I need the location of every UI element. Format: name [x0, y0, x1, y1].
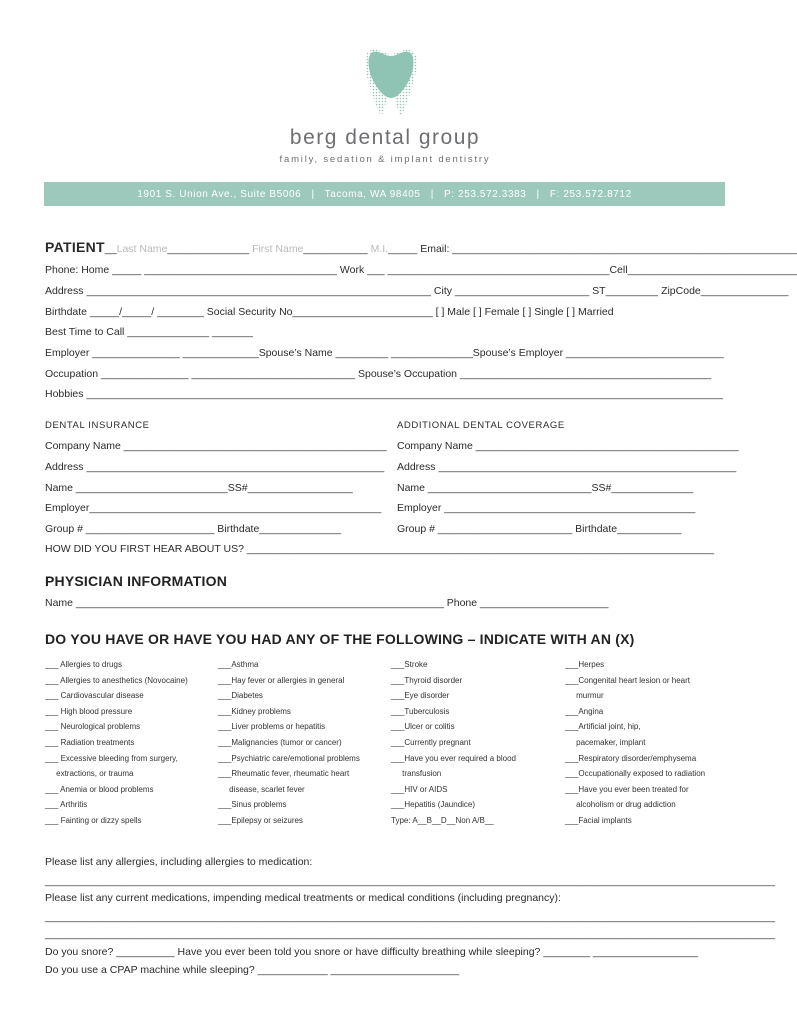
- work-field[interactable]: ___ ______________________________________: [364, 264, 610, 276]
- condition-item[interactable]: ___Have you ever been treated for: [565, 784, 689, 794]
- tooth-logo-icon: [363, 46, 419, 118]
- ins-birthdate-field[interactable]: ______________: [259, 523, 342, 535]
- add-name-label: Name: [397, 482, 426, 494]
- ins-company-label: Company Name: [45, 440, 121, 452]
- add-ss-field[interactable]: ______________: [611, 482, 694, 494]
- spouse-occupation-field[interactable]: ___________________________________________: [457, 368, 712, 380]
- condition-item[interactable]: ___HIV or AIDS: [391, 784, 448, 794]
- ins-group-row: [45, 522, 390, 536]
- city-field[interactable]: _______________________: [452, 285, 593, 297]
- phone-home-label: Phone: Home: [45, 264, 110, 276]
- condition-item[interactable]: ___Congenital heart lesion or heart: [565, 675, 690, 685]
- gender-marital-checkboxes[interactable]: [ ] Male [ ] Female [ ] Single [ ] Married: [435, 306, 614, 318]
- condition-item[interactable]: ___ Fainting or dizzy spells: [45, 815, 142, 825]
- email-label: Email:: [420, 243, 450, 255]
- conditions-column-4: [565, 657, 725, 829]
- condition-item: disease, scarlet fever: [218, 784, 305, 794]
- first-name-placeholder[interactable]: First Name: [252, 243, 304, 255]
- condition-item[interactable]: ___Herpes: [565, 660, 605, 669]
- how-heard-row: [45, 542, 725, 556]
- add-birthdate-field[interactable]: ___________: [617, 523, 682, 535]
- condition-item[interactable]: ___Occupationally exposed to radiation: [565, 769, 706, 779]
- st-label: ST: [592, 285, 606, 297]
- ins-ss-field[interactable]: __________________: [247, 482, 353, 494]
- cell-field[interactable]: _____________________________: [627, 264, 797, 276]
- ins-employer-row: [45, 501, 390, 515]
- medications-answer-line-1[interactable]: _____________________________________________________________________________________________________________________________: [45, 911, 775, 923]
- conditions-column-3: [391, 657, 561, 829]
- address-row: [45, 284, 789, 298]
- medications-answer-line-2[interactable]: _____________________________________________________________________________________________________________________________: [45, 928, 775, 940]
- physician-phone-field[interactable]: ______________________: [477, 597, 609, 609]
- conditions-column-2: [218, 657, 388, 829]
- condition-item[interactable]: ___ Anemia or blood problems: [45, 784, 154, 794]
- add-address-field[interactable]: ___________________________________________________: [435, 461, 737, 473]
- spouse-employer-field[interactable]: ___________________________: [563, 347, 724, 359]
- condition-item[interactable]: ___Have you ever required a blood: [391, 753, 516, 763]
- add-address-row: [397, 460, 737, 474]
- add-group-row: [397, 522, 725, 536]
- birthdate-field[interactable]: _____/_____/ ________: [87, 306, 207, 318]
- condition-item[interactable]: ___ High blood pressure: [45, 706, 133, 716]
- occupation-field[interactable]: _______________ ____________________________: [98, 368, 358, 380]
- work-label: Work: [339, 264, 365, 276]
- add-employer-row: [397, 501, 725, 515]
- add-employer-label: Employer: [397, 502, 442, 514]
- condition-item[interactable]: ___ Allergies to anesthetics (Novocaine): [45, 675, 188, 685]
- condition-item[interactable]: ___Kidney problems: [218, 706, 291, 716]
- add-name-field[interactable]: ____________________________: [425, 482, 592, 494]
- add-name-row: [397, 481, 725, 495]
- condition-item: murmur: [565, 691, 604, 701]
- physician-name-label: Name: [45, 597, 74, 609]
- condition-item[interactable]: ___Malignancies (tumor or cancer): [218, 737, 342, 747]
- zip-label: ZipCode: [661, 285, 701, 297]
- condition-item[interactable]: ___Sinus problems: [218, 800, 287, 810]
- add-company-label: Company Name: [397, 440, 473, 452]
- best-time-label: Best Time to Call: [45, 326, 125, 338]
- hobbies-label: Hobbies: [45, 388, 84, 400]
- condition-item[interactable]: ___Psychiatric care/emotional problems: [218, 753, 360, 763]
- condition-item[interactable]: ___Asthma: [218, 660, 259, 669]
- cpap-row: [45, 963, 725, 977]
- add-group-label: Group #: [397, 523, 435, 535]
- conditions-column-1: [45, 657, 215, 829]
- ins-birthdate-label: Birthdate: [217, 523, 260, 535]
- phone-row: [45, 263, 797, 277]
- snore-breathing-label: Have you ever been told you snore or have difficulty breathing while sleeping?: [177, 946, 541, 958]
- ins-name-field[interactable]: __________________________: [73, 482, 228, 494]
- condition-item[interactable]: ___Hepatitis (Jaundice): [391, 800, 476, 810]
- condition-item[interactable]: ___Liver problems or hepatitis: [218, 722, 326, 732]
- ins-employer-field[interactable]: __________________________________________________: [89, 502, 382, 514]
- occupation-label: Occupation: [45, 368, 99, 380]
- patient-name-row: PATIENT__Last Name______________ First Name___________ M.I._____ Email: ___________________________________________________________: [45, 239, 797, 255]
- condition-item[interactable]: ___ Arthritis: [45, 800, 88, 810]
- spouse-name-field[interactable]: _________ ______________: [332, 347, 473, 359]
- condition-item[interactable]: ___Rheumatic fever, rheumatic heart: [218, 769, 350, 779]
- ins-address-row: [45, 460, 390, 474]
- hobbies-field[interactable]: _____________________________________________________________________________________________________________: [83, 388, 723, 400]
- best-time-field[interactable]: ______________ _______: [124, 326, 253, 338]
- additional-coverage-heading: ADDITIONAL DENTAL COVERAGE: [397, 420, 565, 431]
- cell-label: Cell: [609, 264, 628, 276]
- ins-employer-label: Employer: [45, 502, 90, 514]
- condition-item: transfusion: [391, 769, 442, 779]
- employer-field[interactable]: _______________ _____________: [89, 347, 259, 359]
- email-field[interactable]: ___________________________________________________________: [449, 243, 797, 255]
- condition-item[interactable]: ___Epilepsy or seizures: [218, 815, 303, 825]
- condition-item[interactable]: ___Stroke: [391, 660, 428, 669]
- condition-item[interactable]: ___Respiratory disorder/emphysema: [565, 753, 697, 763]
- add-address-label: Address: [397, 461, 436, 473]
- condition-item[interactable]: ___Eye disorder: [391, 691, 450, 701]
- employer-row: [45, 346, 725, 360]
- condition-item[interactable]: ___ Excessive bleeding from surgery,: [45, 753, 178, 763]
- condition-item[interactable]: ___Thyroid disorder: [391, 675, 463, 685]
- address-field[interactable]: ___________________________________________________________: [83, 285, 434, 297]
- last-name-placeholder[interactable]: Last Name: [116, 243, 168, 255]
- ins-ss-label: SS#: [227, 482, 248, 494]
- st-field[interactable]: _________: [605, 285, 662, 297]
- condition-item[interactable]: ___Artificial joint, hip,: [565, 722, 641, 732]
- condition-item[interactable]: ___ Cardiovascular disease: [45, 691, 144, 701]
- condition-item[interactable]: ___ Allergies to drugs: [45, 660, 122, 669]
- condition-item[interactable]: Type: A__B__D__Non A/B__: [391, 815, 494, 825]
- condition-item[interactable]: ___ Neurological problems: [45, 722, 141, 732]
- birthdate-label: Birthdate: [45, 306, 88, 318]
- ins-address-label: Address: [45, 461, 84, 473]
- condition-item[interactable]: ___Currently pregnant: [391, 737, 471, 747]
- condition-item[interactable]: ___Facial implants: [565, 815, 632, 825]
- ssn-label: Social Security No: [206, 306, 293, 318]
- ins-name-label: Name: [45, 482, 74, 494]
- zip-field[interactable]: _______________: [700, 285, 789, 297]
- address-bar: 1901 S. Union Ave., Suite B5006 | Tacoma, WA 98405 | P: 253.572.3383 | F: 253.572.8712: [44, 182, 725, 206]
- condition-item[interactable]: ___Angina: [565, 706, 604, 716]
- city-label: City: [433, 285, 452, 297]
- spouse-occupation-label: Spouse’s Occupation: [357, 368, 458, 380]
- ins-name-row: [45, 481, 390, 495]
- snore-row: [45, 945, 725, 959]
- condition-item: extractions, or trauma: [45, 769, 134, 779]
- condition-item[interactable]: ___Tuberculosis: [391, 706, 450, 716]
- occupation-row: [45, 367, 725, 381]
- how-heard-field[interactable]: ________________________________________________________________________________: [243, 543, 715, 555]
- condition-item: alcoholism or drug addiction: [565, 800, 676, 810]
- phone-home-field[interactable]: _____ _________________________________: [109, 264, 340, 276]
- spouse-name-label: Spouse’s Name: [258, 347, 333, 359]
- employer-label: Employer: [45, 347, 90, 359]
- condition-item[interactable]: ___Hay fever or allergies in general: [218, 675, 345, 685]
- add-employer-field[interactable]: ___________________________________________: [441, 502, 696, 514]
- condition-item[interactable]: ___Diabetes: [218, 691, 263, 701]
- snore-label: Do you snore?: [45, 946, 114, 958]
- physician-phone-label: Phone: [446, 597, 478, 609]
- dental-insurance-heading: DENTAL INSURANCE: [45, 420, 150, 431]
- birthdate-row: [45, 305, 725, 319]
- ins-group-field[interactable]: ______________________: [82, 523, 218, 535]
- ins-address-field[interactable]: ___________________________________________________: [83, 461, 385, 473]
- add-group-field[interactable]: _______________________: [434, 523, 576, 535]
- medications-question: Please list any current medications, impending medical treatments or medical conditions (including pregnancy):: [45, 892, 561, 904]
- conditions-heading: DO YOU HAVE OR HAVE YOU HAD ANY OF THE FOLLOWING – INDICATE WITH AN (X): [45, 631, 635, 647]
- ins-company-row: [45, 439, 390, 453]
- patient-title: PATIENT: [45, 239, 105, 255]
- add-birthdate-label: Birthdate: [575, 523, 618, 535]
- snore-field[interactable]: __________: [113, 946, 178, 958]
- allergies-question: Please list any allergies, including allergies to medication:: [45, 856, 313, 868]
- cpap-label: Do you use a CPAP machine while sleeping?: [45, 964, 255, 976]
- how-heard-label: HOW DID YOU FIRST HEAR ABOUT US?: [45, 543, 244, 555]
- physician-name-field[interactable]: _______________________________________________________________: [73, 597, 447, 609]
- best-time-row: [45, 325, 725, 339]
- condition-item: pacemaker, implant: [565, 737, 646, 747]
- allergies-answer-line[interactable]: _____________________________________________________________________________________________________________________________: [45, 875, 775, 887]
- hobbies-row: [45, 387, 725, 401]
- brand-tagline: family, sedation & implant dentistry: [279, 154, 491, 165]
- physician-heading: PHYSICIAN INFORMATION: [45, 573, 228, 589]
- mi-placeholder[interactable]: M.I.: [370, 243, 389, 255]
- add-company-field[interactable]: _____________________________________________: [472, 440, 739, 452]
- brand-name: berg dental group: [289, 126, 481, 149]
- cpap-field[interactable]: ____________ ______________________: [254, 964, 460, 976]
- physician-row: [45, 596, 725, 610]
- spouse-employer-label: Spouse’s Employer: [472, 347, 564, 359]
- snore-breathing-field[interactable]: ________ __________________: [540, 946, 699, 958]
- add-ss-label: SS#: [591, 482, 612, 494]
- condition-item[interactable]: ___ Radiation treatments: [45, 737, 135, 747]
- ssn-field[interactable]: ________________________: [292, 306, 436, 318]
- add-company-row: [397, 439, 739, 453]
- ins-group-label: Group #: [45, 523, 83, 535]
- ins-company-field[interactable]: _____________________________________________: [120, 440, 387, 452]
- address-label: Address: [45, 285, 84, 297]
- condition-item[interactable]: ___Ulcer or colitis: [391, 722, 455, 732]
